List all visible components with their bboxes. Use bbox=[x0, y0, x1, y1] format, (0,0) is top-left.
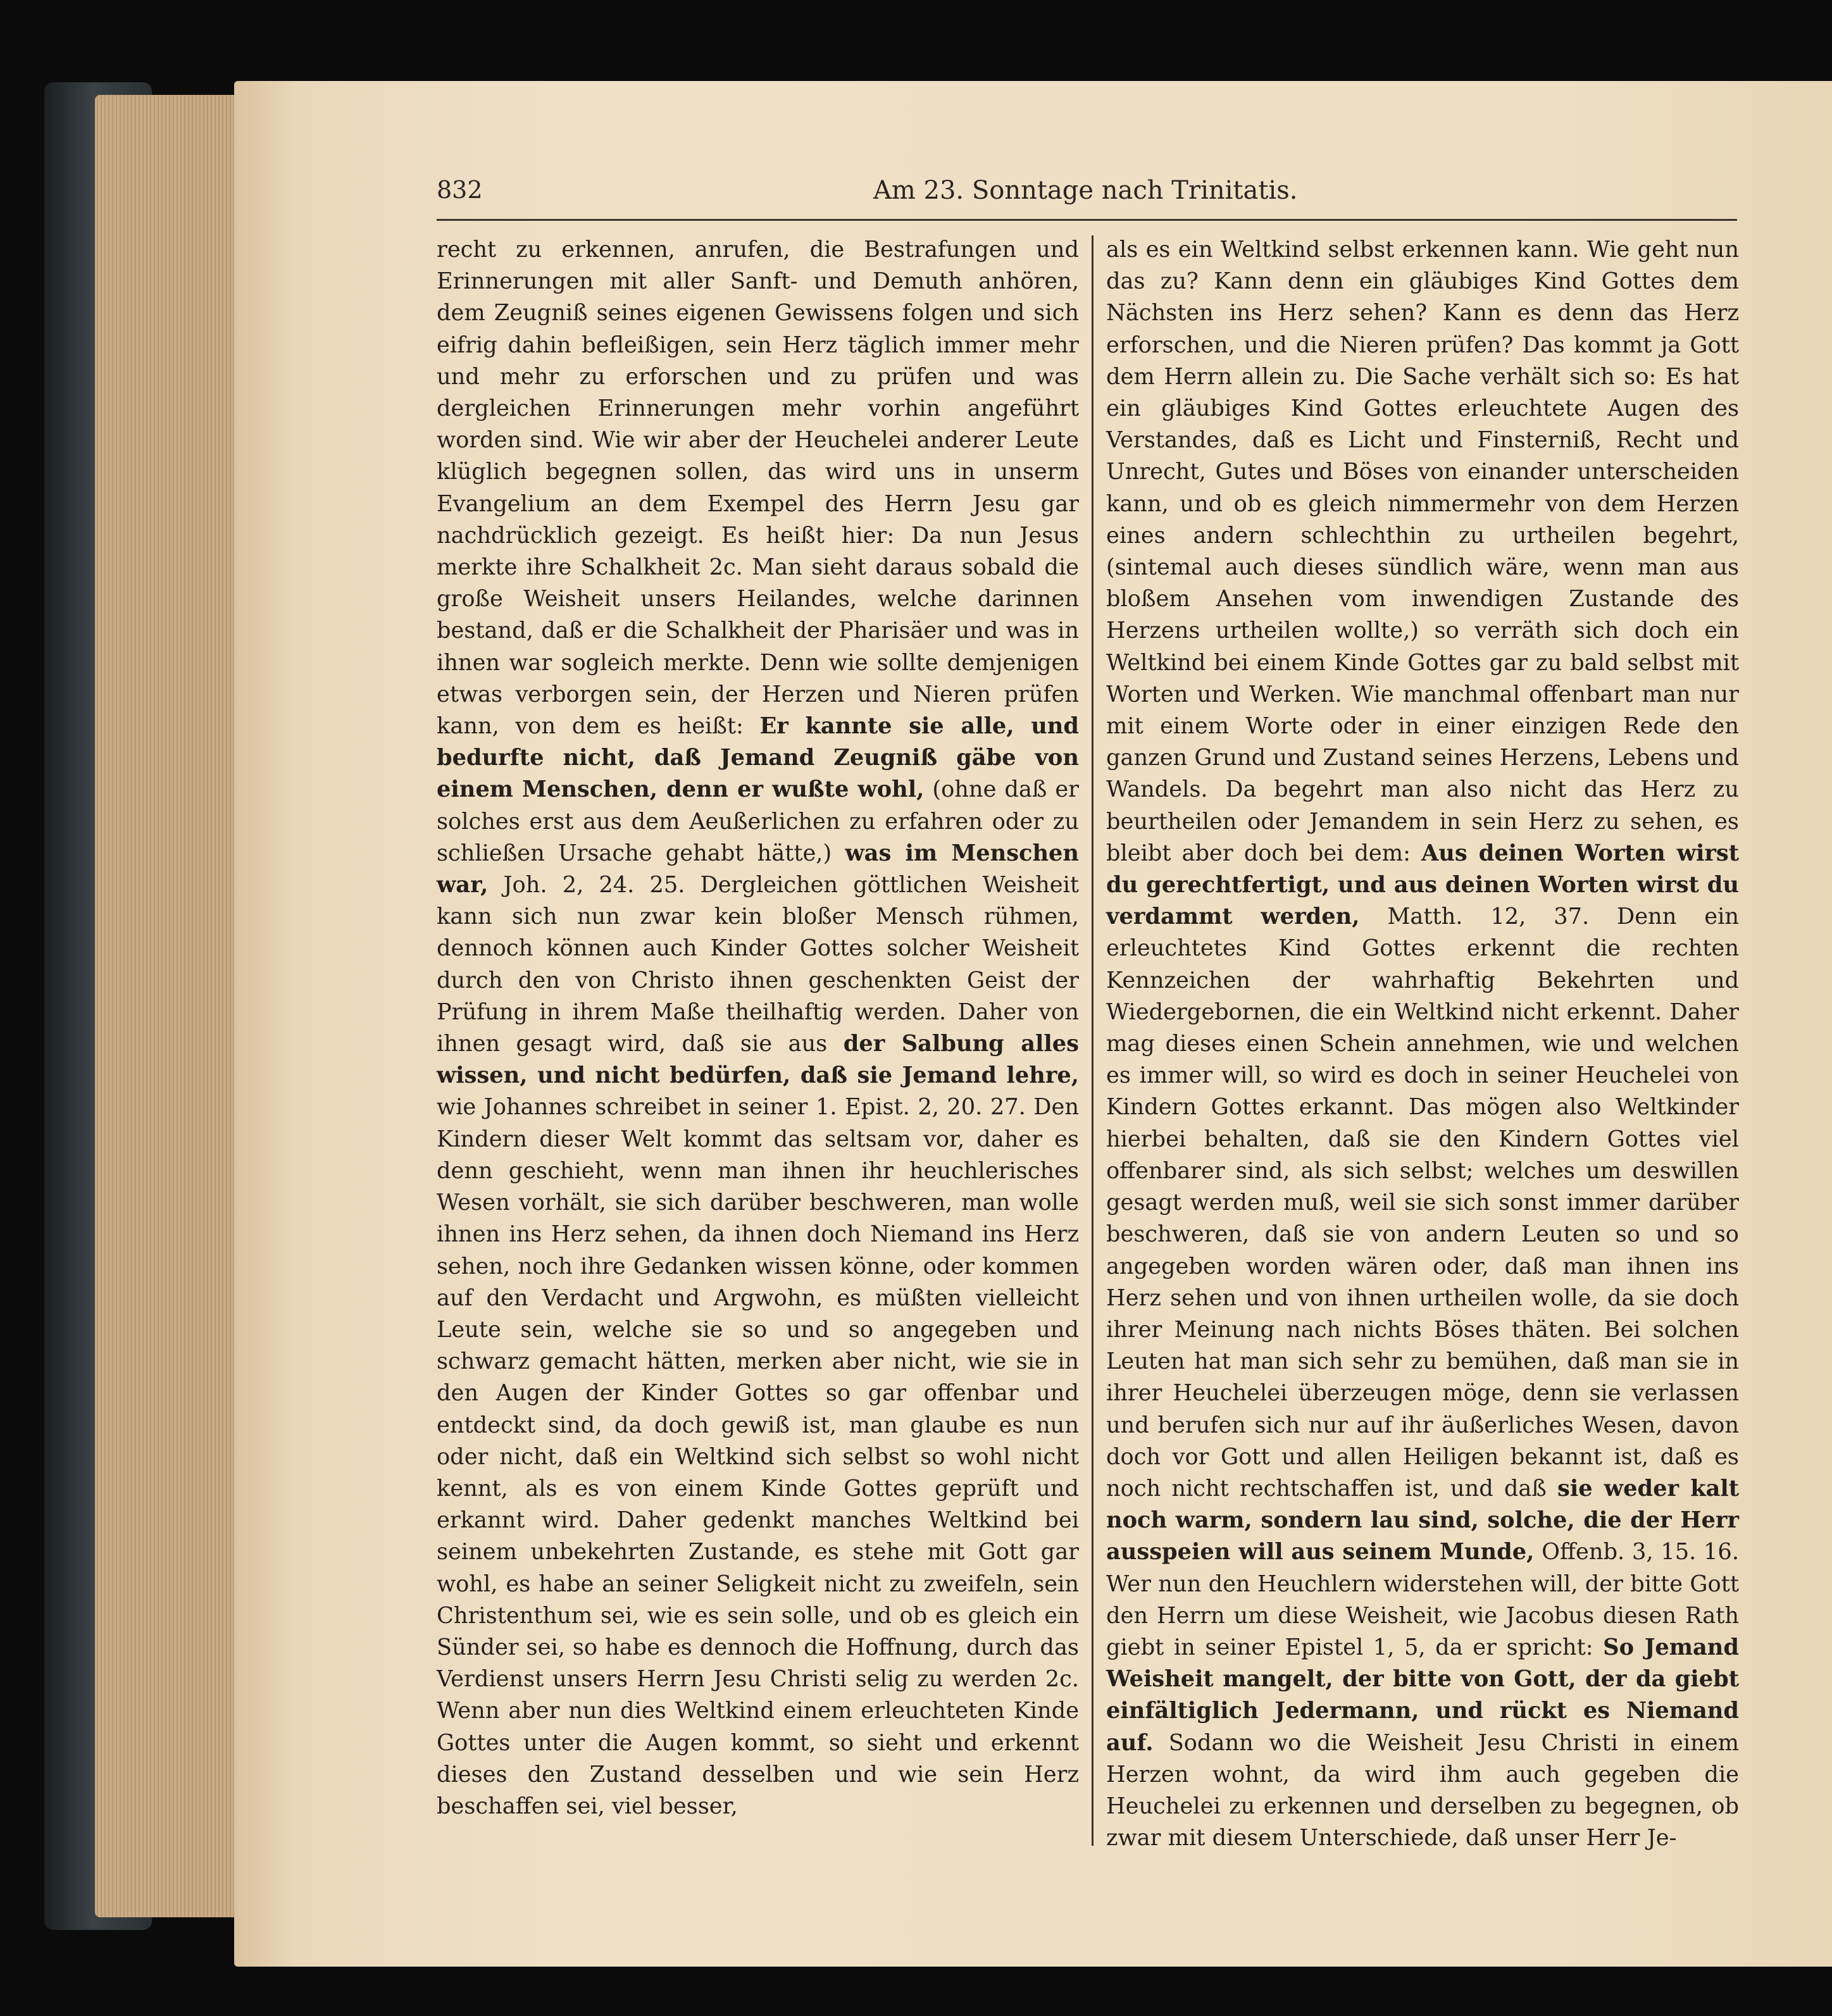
text-run: wie Johannes schreibet in seiner 1. Epist. 2, 20. 27. Den Kindern dieser Welt kommt das seltsam vor, daher es denn geschieht, wenn man ihnen ihr heuchlerisches Wesen vorhält, sie sich darüber beschweren, man wolle ihnen ins Herz sehen, da ihnen doch Niemand ins Herz sehen, noch ihre Gedanken wissen könne, oder kommen auf den Verdacht und Argwohn, es müßten vielleicht Leute sein, welche sie so und so angegeben und schwarz gemacht hätten, merken aber nicht, wie sie in den Augen der Kinder Gottes so gar offenbar und entdeckt sind, da doch gewiß ist, man glaube es nun oder nicht, daß ein Weltkind sich selbst so wohl nicht kennt, als es von einem Kinde Gottes geprüft und erkannt wird. Daher gedenkt manches Weltkind bei seinem unbekehrten Zustande, es stehe mit Gott gar wohl, es habe an seiner Seligkeit nicht zu zweifeln, sein Christenthum sei, wie es sein solle, und ob es gleich ein Sünder sei, so habe es dennoch die Hoffnung, durch das Verdienst unsers Herrn Jesu Christi selig zu werden 2c. Wenn aber nun dies Weltkind einem erleuchteten Kinde Gottes unter die Augen kommt, so sieht und erkennt dieses den Zustand desselben und wie sein Herz beschaffen sei, viel besser, bbox=[437, 1094, 1079, 1819]
text-run: Offenb. 3, 15. 16. Wer nun den Heuchlern widerstehen will, der bitte Gott den Herrn um diese Weisheit, wie Jacobus diesen Rath giebt in seiner Epistel 1, 5, da er spricht: bbox=[1106, 1539, 1740, 1660]
bold-quote: der Salbung alles wissen, und nicht bedürfen, daß sie Jemand lehre, bbox=[437, 1031, 1079, 1089]
left-column bbox=[437, 234, 1079, 1835]
text-run: recht zu erkennen, anrufen, die Bestrafungen und Erinnerungen mit aller Sanft- und Demuth anhören, dem Zeugniß seines eigenen Gewissens folgen und sich eifrig dahin befleißigen, sein Herz täglich immer mehr und mehr zu erforschen und zu prüfen und was dergleichen Erinnerungen mehr vorhin angeführt worden sind. Wie wir aber der Heuchelei anderer Leute klüglich begegnen sollen, das wird uns in unserm Evangelium an dem Exempel des Herrn Jesu gar nachdrücklich gezeigt. Es heißt hier: Da nun Jesus merkte ihre Schalkheit 2c. Man sieht daraus sobald die große Weisheit unsers Heilandes, welche darinnen bestand, daß er die Schalkheit der Pharisäer und was in ihnen war sogleich merkte. Denn wie sollte demjenigen etwas verborgen sein, der Herzen und Nieren prüfen kann, von dem es heißt: bbox=[437, 237, 1079, 740]
left-paragraph bbox=[437, 234, 1079, 1822]
bold-quote: sie weder kalt noch warm, sondern lau sind, solche, die der Herr ausspeien will aus seinem Munde, bbox=[1106, 1475, 1739, 1565]
right-paragraph bbox=[1106, 234, 1739, 1854]
right-column bbox=[1106, 234, 1740, 1851]
running-head: Am 23. Sonntage nach Trinitatis. bbox=[873, 176, 1298, 205]
page-number: 832 bbox=[437, 176, 483, 204]
column-divider bbox=[1092, 235, 1094, 1846]
text-run: Matth. 12, 37. Denn ein erleuchtetes Kind Gottes erkennt die rechten Kennzeichen der wahrhaftig Bekehrten und Wiedergebornen, die ein Weltkind nicht erkennt. Daher mag dieses einen Schein annehmen, wie und welchen es immer will, so wird es doch in seiner Heuchelei von Kindern Gottes erkannt. Das mögen also Weltkinder hierbei behalten, daß sie den Kindern Gottes viel offenbarer sind, als sich selbst; welches um deswillen gesagt werden muß, weil sie sich sonst immer darüber beschweren, daß sie von andern Leuten so und so angegeben worden wären oder, daß man ihnen ins Herz sehen und von ihnen urtheilen wolle, da sie doch ihrer Meinung nach nichts Böses thäten. Bei solchen Leuten hat man sich sehr zu bemühen, daß man sie in ihrer Heuchelei überzeugen möge, denn sie verlassen und berufen sich nur auf ihr äußerliches Wesen, davon doch vor Gott und allen Heiligen bekannt ist, daß es noch nicht rechtschaffen ist, und daß bbox=[1106, 904, 1739, 1502]
bold-quote: was im Menschen war, bbox=[437, 840, 1079, 899]
text-run: Joh. 2, 24. 25. Dergleichen göttlichen Weisheit kann sich nun zwar kein bloßer Mensch rühmen, dennoch können auch Kinder Gottes solcher Weisheit durch den von Christo ihnen geschenkten Geist der Prüfung in ihrem Maße theilhaftig werden. Daher von ihnen gesagt wird, daß sie aus bbox=[437, 872, 1079, 1057]
text-run: (ohne daß er solches erst aus dem Aeußerlichen zu erfahren oder zu schließen Ursache gehabt hätte,) bbox=[437, 776, 1079, 866]
text-run: als es ein Weltkind selbst erkennen kann. Wie geht nun das zu? Kann denn ein gläubiges Kind Gottes dem Nächsten ins Herz sehen? Kann es denn das Herz erforschen, und die Nieren prüfen? Das kommt ja Gott dem Herrn allein zu. Die Sache verhält sich so: Es hat ein gläubiges Kind Gottes erleuchtete Augen des Verstandes, daß es Licht und Finsterniß, Recht und Unrecht, Gutes und Böses von einander unterscheiden kann, und ob es gleich nimmermehr von dem Herzen eines andern schlechthin zu urtheilen begehrt, (sintemal auch dieses sündlich wäre, wenn man aus bloßem Ansehen vom inwendigen Zustande des Herzens urtheilen wollte,) so verräth sich doch ein Weltkind bei einem Kinde Gottes gar zu bald selbst mit Worten und Werken. Wie manchmal offenbart man nur mit einem Worte oder in einer einzigen Rede den ganzen Grund und Zustand seines Herzens, Lebens und Wandels. Da begehrt man also nicht das Herz zu beurtheilen oder Jemandem in sein Herz zu sehen, es bleibt aber doch bei dem: bbox=[1106, 237, 1739, 866]
bold-quote: So Jemand Weisheit mangelt, der bitte von Gott, der da giebt einfältiglich Jedermann, und rückt es Niemand auf. bbox=[1106, 1634, 1739, 1756]
page-header bbox=[437, 176, 1737, 214]
header-rule bbox=[437, 219, 1737, 221]
bold-quote: Er kannte sie alle, und bedurfte nicht, daß Jemand Zeugniß gäbe von einem Menschen, denn er wußte wohl, bbox=[437, 713, 1079, 803]
text-run: Sodann wo die Weisheit Jesu Christi in einem Herzen wohnt, da wird ihm auch gegeben die Heuchelei zu erkennen und derselben zu begegnen, ob zwar mit diesem Unterschiede, daß unser Herr Je- bbox=[1106, 1729, 1739, 1851]
bold-quote: Aus deinen Worten wirst du gerechtfertigt, und aus deinen Worten wirst du verdammt werden, bbox=[1106, 840, 1739, 930]
